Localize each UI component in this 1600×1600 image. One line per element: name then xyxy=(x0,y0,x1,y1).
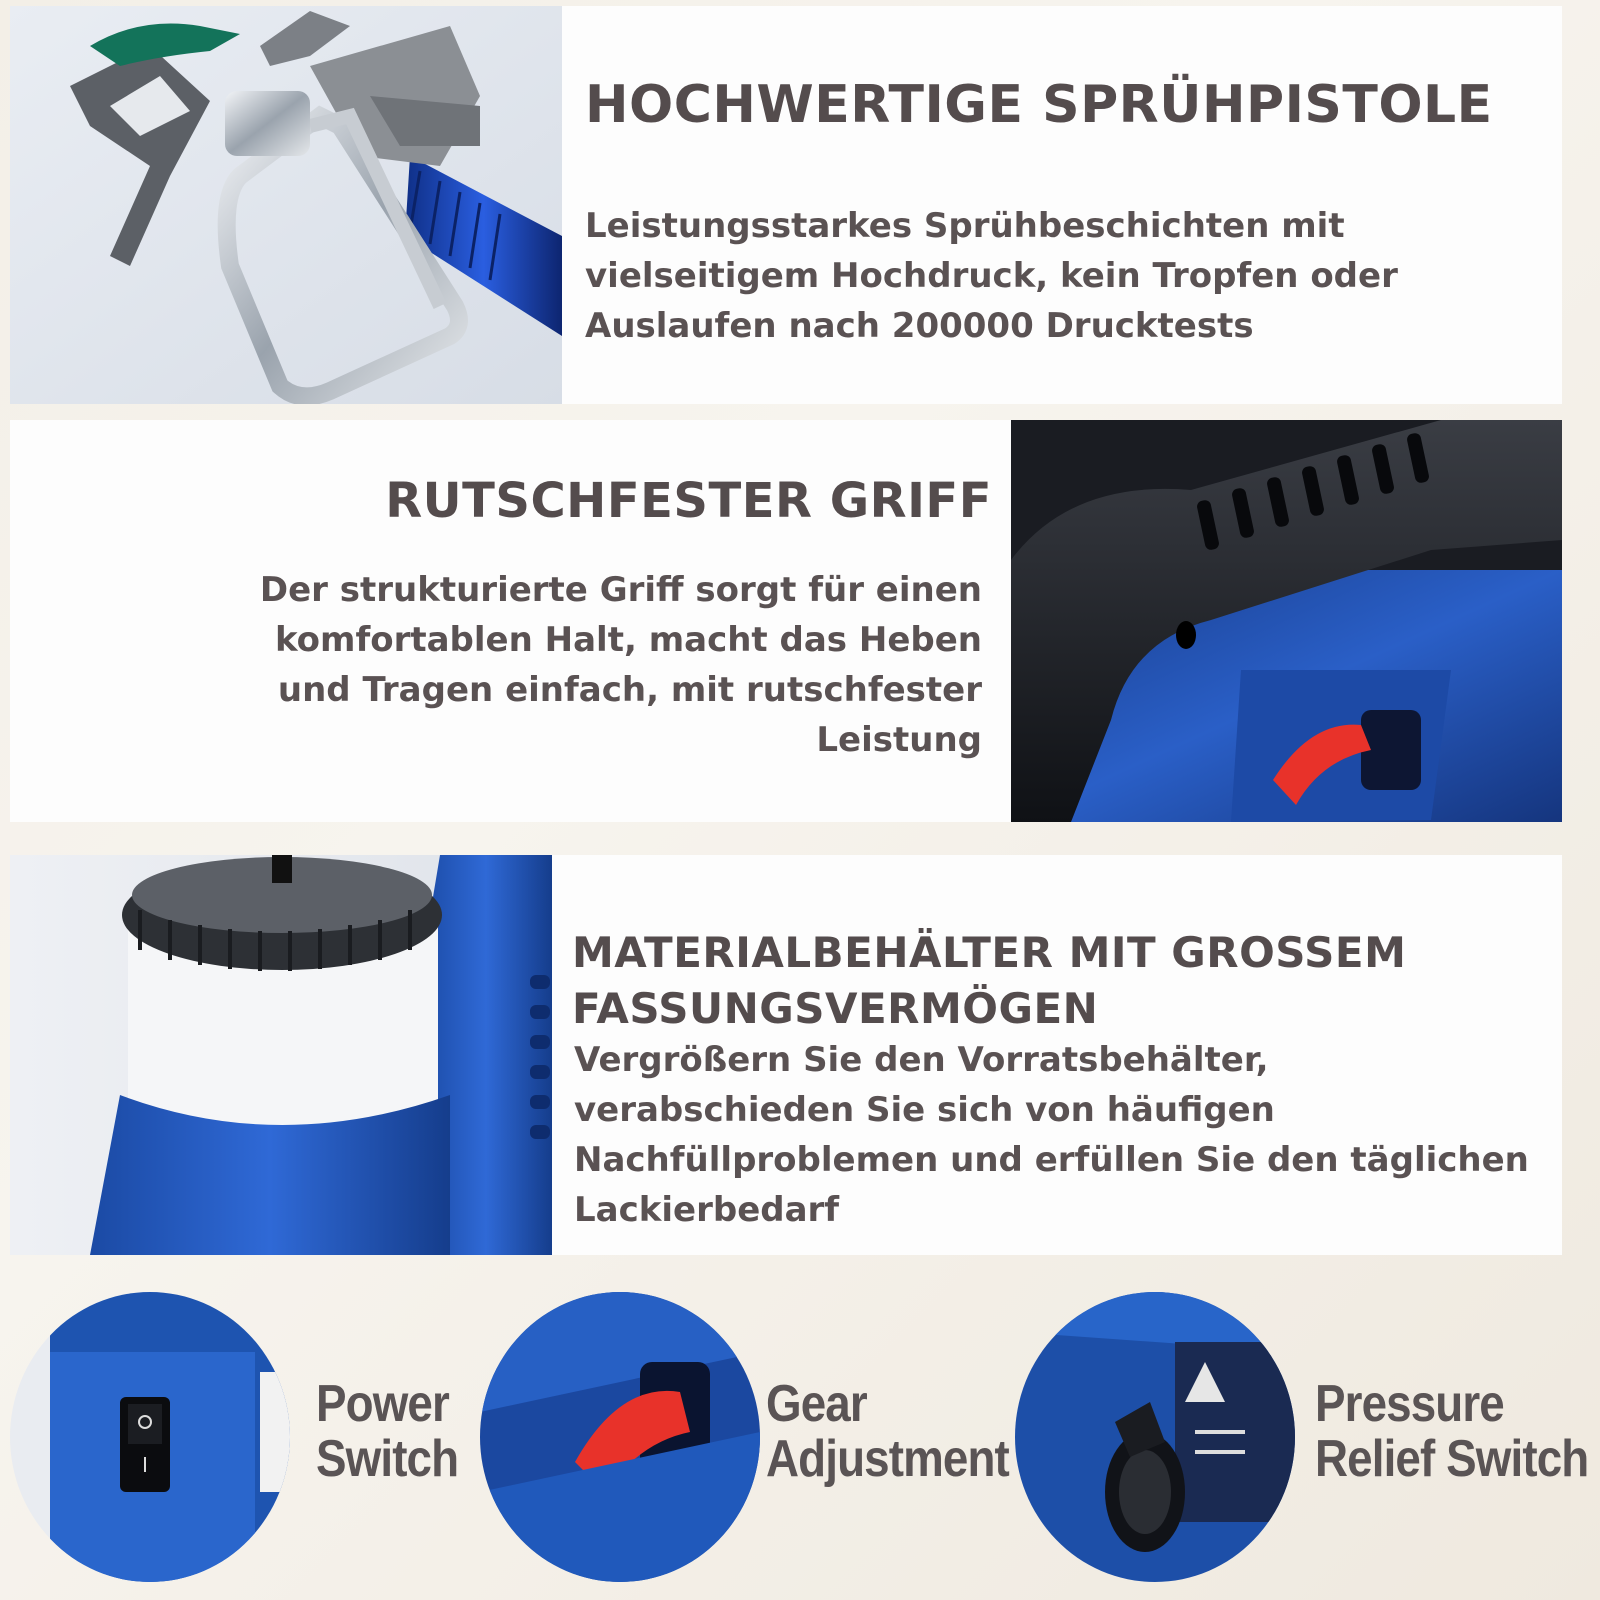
gear-adjustment-label: Gear Adjustment xyxy=(766,1375,1009,1488)
section2-title: RUTSCHFESTER GRIFF xyxy=(385,473,992,529)
handle-icon xyxy=(1011,420,1562,822)
feature-power-switch xyxy=(0,1282,480,1600)
pressure-valve-icon xyxy=(1015,1292,1295,1582)
section2-description: Der strukturierte Griff sorgt für einen komfortablen Halt, macht das Heben und Tragen einfach, mit rutschfester Leistung xyxy=(259,570,982,760)
container-icon xyxy=(10,855,552,1255)
power-switch-icon xyxy=(10,1292,290,1582)
pressure-relief-label: Pressure Relief Switch xyxy=(1315,1375,1589,1488)
spray-gun-icon xyxy=(10,6,562,404)
feature-pressure-relief xyxy=(1015,1282,1600,1600)
section3-title: MATERIALBEHÄLTER MIT GROSSEM FASSUNGSVERMÖGEN xyxy=(572,928,1407,1033)
section-handle xyxy=(10,420,1562,822)
section-container xyxy=(10,855,1562,1255)
section1-title: HOCHWERTIGE SPRÜHPISTOLE xyxy=(585,75,1493,135)
gear-dial-icon xyxy=(480,1292,760,1582)
section3-description: Vergrößern Sie den Vorratsbehälter, verabschieden Sie sich von häufigen Nachfüllproblemen und erfüllen Sie den täglichen Lackierbedarf xyxy=(574,1040,1529,1230)
section-spray-gun xyxy=(10,6,1562,404)
section1-description: Leistungsstarkes Sprühbeschichten mit vielseitigem Hochdruck, kein Tropfen oder Auslaufen nach 200000 Drucktests xyxy=(585,206,1398,346)
power-switch-label: Power Switch xyxy=(316,1375,459,1488)
feature-gear-adjustment xyxy=(480,1282,1020,1600)
